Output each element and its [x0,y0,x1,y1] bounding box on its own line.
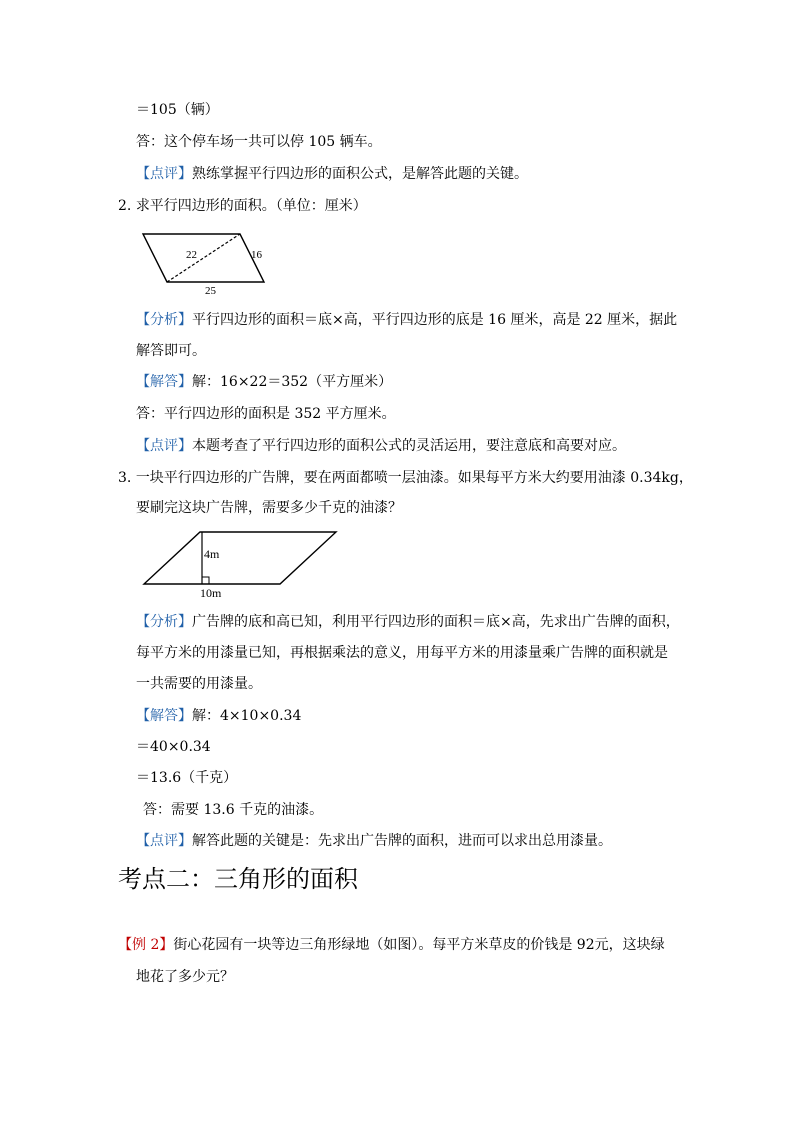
question-line [118,468,693,488]
section-heading: 考点二：三角形的面积 [118,865,358,893]
analysis-tag: 【分析】 [136,312,192,328]
solution-line-3: ＝13.6（千克） [136,770,238,786]
comment-tag: 【点评】 [136,166,192,182]
analysis-line-2: 每平方米的用漆量已知，再根据乘法的意义，用每平方米的用漆量乘广告牌的面积就是 [136,645,668,661]
analysis-text: 广告牌的底和高已知，利用平行四边形的面积＝底×高，先求出广告牌的面积， [192,614,680,630]
comment-line [136,436,626,456]
example-line-2: 地花了多少元？ [136,969,234,985]
base-label: 10m [200,586,222,600]
comment-text: 熟练掌握平行四边形的面积公式，是解答此题的关键。 [192,166,528,182]
example-line [118,935,665,955]
billboard-parallelogram-figure [140,526,345,602]
answer-line: 答：平行四边形的面积是 352 平方厘米。 [136,406,396,422]
question-text: 求平行四边形的面积。（单位：厘米） [135,198,367,214]
question-line [118,196,367,216]
solution-line [136,372,392,392]
analysis-line-2: 解答即可。 [136,343,206,359]
height-label: 22 [186,249,197,261]
analysis-line [136,310,677,330]
analysis-line [136,612,680,632]
analysis-line-3: 一共需要的用漆量。 [136,676,262,692]
comment-line [136,831,612,851]
height-dashed-line [167,234,240,282]
comment-tag: 【点评】 [136,438,192,454]
question-number: 3. [118,470,132,486]
base-label: 25 [205,285,216,297]
equation-line: ＝105（辆） [136,102,219,118]
solution-line [136,706,301,726]
comment-text: 解答此题的关键是：先求出广告牌的面积，进而可以求出总用漆量。 [192,833,612,849]
solution-text: 解：4×10×0.34 [192,708,302,724]
solution-tag: 【解答】 [136,374,192,390]
question-line-2: 要刷完这块广告牌，需要多少千克的油漆？ [136,500,402,516]
example-text: 街心花园有一块等边三角形绿地（如图）。每平方米草皮的价钱是 92元，这块绿 [173,937,665,953]
solution-line-2: ＝40×0.34 [136,739,211,755]
question-text: 一块平行四边形的广告牌，要在两面都喷一层油漆。如果每平方米大约要用油漆 0.34kg， [135,470,693,486]
solution-tag: 【解答】 [136,708,192,724]
parallelogram-figure-cm [140,226,270,298]
analysis-text: 平行四边形的面积＝底×高，平行四边形的底是 16 厘米，高是 22 厘米，据此 [192,312,678,328]
analysis-tag: 【分析】 [136,614,192,630]
solution-text: 解：16×22＝352（平方厘米） [192,374,393,390]
parallelogram-shape [144,532,336,584]
right-angle-mark [202,577,209,584]
parallelogram-shape [143,234,264,282]
question-number: 2. [118,198,132,214]
example-tag: 【例 2】 [118,937,174,953]
side-label: 16 [251,249,262,261]
height-label: 4m [204,547,220,561]
comment-text: 本题考查了平行四边形的面积公式的灵活运用，要注意底和高要对应。 [192,438,626,454]
comment-tag: 【点评】 [136,833,192,849]
answer-line: 答：这个停车场一共可以停 105 辆车。 [136,134,382,150]
comment-line [136,164,528,184]
answer-line: 答：需要 13.6 千克的油漆。 [143,802,324,818]
